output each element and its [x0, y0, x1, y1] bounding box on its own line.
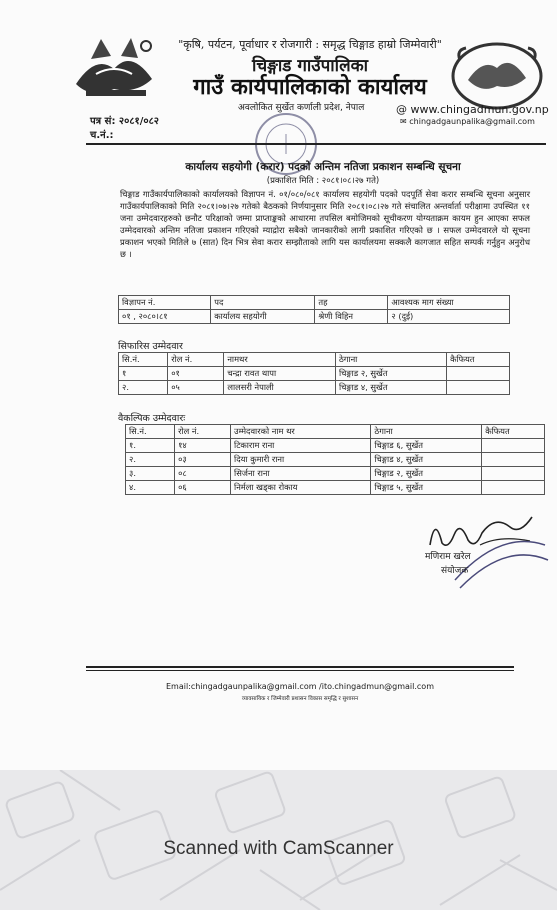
- table-cell: ३.: [126, 467, 175, 481]
- table-cell: चन्द्रा रावत थापा: [224, 367, 336, 381]
- table-header-cell: पद: [211, 296, 315, 310]
- table-row: [119, 367, 510, 381]
- table-cell: टिकाराम राना: [231, 439, 371, 453]
- table-cell: चिङ्गाड ४, सुर्खेत: [371, 453, 482, 467]
- table-row: [119, 381, 510, 395]
- footer-divider: [86, 666, 514, 668]
- table-cell: लालसरी नेपाली: [224, 381, 336, 395]
- table-header-cell: सि.नं.: [119, 353, 168, 367]
- table-cell: २.: [119, 381, 168, 395]
- table-cell: चिङ्गाड ६, सुर्खेत: [371, 439, 482, 453]
- signer-name: मणिराम खरेल: [425, 552, 471, 562]
- table-cell: चिङ्गाड २, सुर्खेत: [371, 467, 482, 481]
- table-cell: ०८: [175, 467, 231, 481]
- table-cell: ०३: [175, 453, 231, 467]
- mail-icon: ✉: [400, 117, 410, 126]
- table-cell: १४: [175, 439, 231, 453]
- table-cell: १.: [126, 439, 175, 453]
- alternate-label: वैकल्पिक उम्मेदवारः: [118, 413, 186, 424]
- camscanner-label: Scanned with CamScanner: [163, 838, 394, 859]
- table-cell: [482, 467, 545, 481]
- dispatch-number-label: च.नं.:: [90, 130, 114, 141]
- table-cell: ४.: [126, 481, 175, 495]
- vacancy-table: [118, 295, 510, 324]
- table-cell: श्रेणी विहिन: [315, 310, 388, 324]
- table-cell: [447, 381, 510, 395]
- header-divider: [86, 143, 546, 145]
- table-header-row: [119, 296, 510, 310]
- table-cell: १: [119, 367, 168, 381]
- table-cell: ०५: [168, 381, 224, 395]
- table-header-cell: कैफियत: [482, 425, 545, 439]
- table-row: [126, 467, 545, 481]
- municipality-logo: [448, 40, 546, 112]
- table-cell: ०१ , २०८०।८१: [119, 310, 211, 324]
- municipality-name: चिङ्गाड गाउँपालिका: [251, 56, 369, 76]
- table-row: [126, 453, 545, 467]
- table-header-cell: रोल नं.: [168, 353, 224, 367]
- table-cell: दिया कुमारी राना: [231, 453, 371, 467]
- table-header-cell: आवश्यक माग संख्या: [388, 296, 510, 310]
- signer-role: संयोजक: [441, 566, 469, 576]
- table-header-cell: ठेगाना: [335, 353, 446, 367]
- notice-title: कार्यालय सहयोगी (करार) पदको अन्तिम नतिजा प्रकाशन सम्बन्धि सूचना: [185, 161, 461, 173]
- recommended-label: सिफारिस उम्मेदवार: [118, 341, 183, 352]
- table-cell: चिङ्गाड ४, सुर्खेत: [335, 381, 446, 395]
- footer-email: Email:chingadgaunpalika@gmail.com /ito.chingadmun@gmail.com: [166, 682, 434, 691]
- footer-motto: व्यावसायिक र जिम्मेवारी प्रशासन विकास समृद्धि र सुशासन: [241, 696, 359, 702]
- table-header-cell: तह: [315, 296, 388, 310]
- footer-divider-thin: [86, 670, 514, 671]
- website-link[interactable]: [396, 103, 549, 116]
- table-cell: कार्यालय सहयोगी: [211, 310, 315, 324]
- header-email-text: chingadgaunpalika@gmail.com: [409, 117, 535, 126]
- website-text: www.chingadmun.gov.np: [410, 103, 549, 116]
- alternate-table: [125, 424, 545, 495]
- table-cell: [482, 481, 545, 495]
- table-cell: [447, 367, 510, 381]
- reference-number: पत्र सं: २०८१/०८२: [90, 116, 159, 127]
- table-header-cell: ठेगाना: [371, 425, 482, 439]
- header-email[interactable]: [400, 117, 535, 126]
- table-header-cell: नामथर: [224, 353, 336, 367]
- table-header-cell: रोल नं.: [175, 425, 231, 439]
- table-cell: चिङ्गाड ५, सुर्खेत: [371, 481, 482, 495]
- table-cell: [482, 453, 545, 467]
- notice-date: (प्रकाशित मिति : २०८१।०८।२७ गते): [266, 176, 380, 186]
- table-header-cell: सि.नं.: [126, 425, 175, 439]
- office-name: गाउँ कार्यपालिकाको कार्यालय: [193, 74, 427, 100]
- table-header-row: [119, 353, 510, 367]
- table-cell: २.: [126, 453, 175, 467]
- office-address: अवलोकित सुर्खेत कर्णाली प्रदेश, नेपाल: [238, 103, 365, 113]
- table-row: [126, 481, 545, 495]
- table-cell: [482, 439, 545, 453]
- table-header-cell: कैफियत: [447, 353, 510, 367]
- table-row: [119, 310, 510, 324]
- table-cell: निर्मला खड्का रोकाय: [231, 481, 371, 495]
- recommended-table: [118, 352, 510, 395]
- table-row: [126, 439, 545, 453]
- header-slogan: "कृषि, पर्यटन, पूर्वाधार र रोजगारी : समृद्ध चिङ्गाड हाम्रो जिम्मेवारी": [178, 38, 442, 51]
- table-cell: ०१: [168, 367, 224, 381]
- table-cell: २ (दुई): [388, 310, 510, 324]
- table-header-row: [126, 425, 545, 439]
- table-header-cell: विज्ञापन नं.: [119, 296, 211, 310]
- table-cell: ०६: [175, 481, 231, 495]
- table-cell: चिङ्गाड २, सुर्खेत: [335, 367, 446, 381]
- notice-body: चिङ्गाड गाउँकार्यपालिकाको कार्यालयको विज्ञापन नं. ०१/०८०/०८१ कार्यालय सहयोगी पदको पदपूर्ति सेवा करार सम्बन्धि सूचना अनुसार गाउँकार्यपालिकाको मिति २०८१।०७।२७ गतेको बैठकको निर्णयानुसार मिति २०८१।०८।२७ गते संचालित अन्तर्वार्ता परीक्षामा उपस्थित ११ जना उम्मेदवारहरुको छनौट परिक्षाको जम्मा प्राप्ताङ्कको आधारमा तपसिल बमोजिमको सूचीकरण योग्यताक्रम कायम हुन आएका सफल उम्मेदवारको अन्तिम नतिजा प्रकाशन गरिएको म्याद्रोरा सबैको जानकारीको लागी प्रकाशित गरिएको छ । सफल उम्मेदवारले यो सूचना प्रकाशन भएको मितिले ७ (सात) दिन भित्र सेवा करार सम्झौताको लागि यस कार्यालयमा सक्कलै कागजात सहित सम्पर्क गर्नुहुन अनुरोध छ ।: [120, 189, 530, 260]
- nepal-emblem-logo: [66, 34, 162, 104]
- table-header-cell: उम्मेदवारको नाम थर: [231, 425, 371, 439]
- table-cell: सिर्जना राना: [231, 467, 371, 481]
- globe-icon: @: [396, 103, 411, 116]
